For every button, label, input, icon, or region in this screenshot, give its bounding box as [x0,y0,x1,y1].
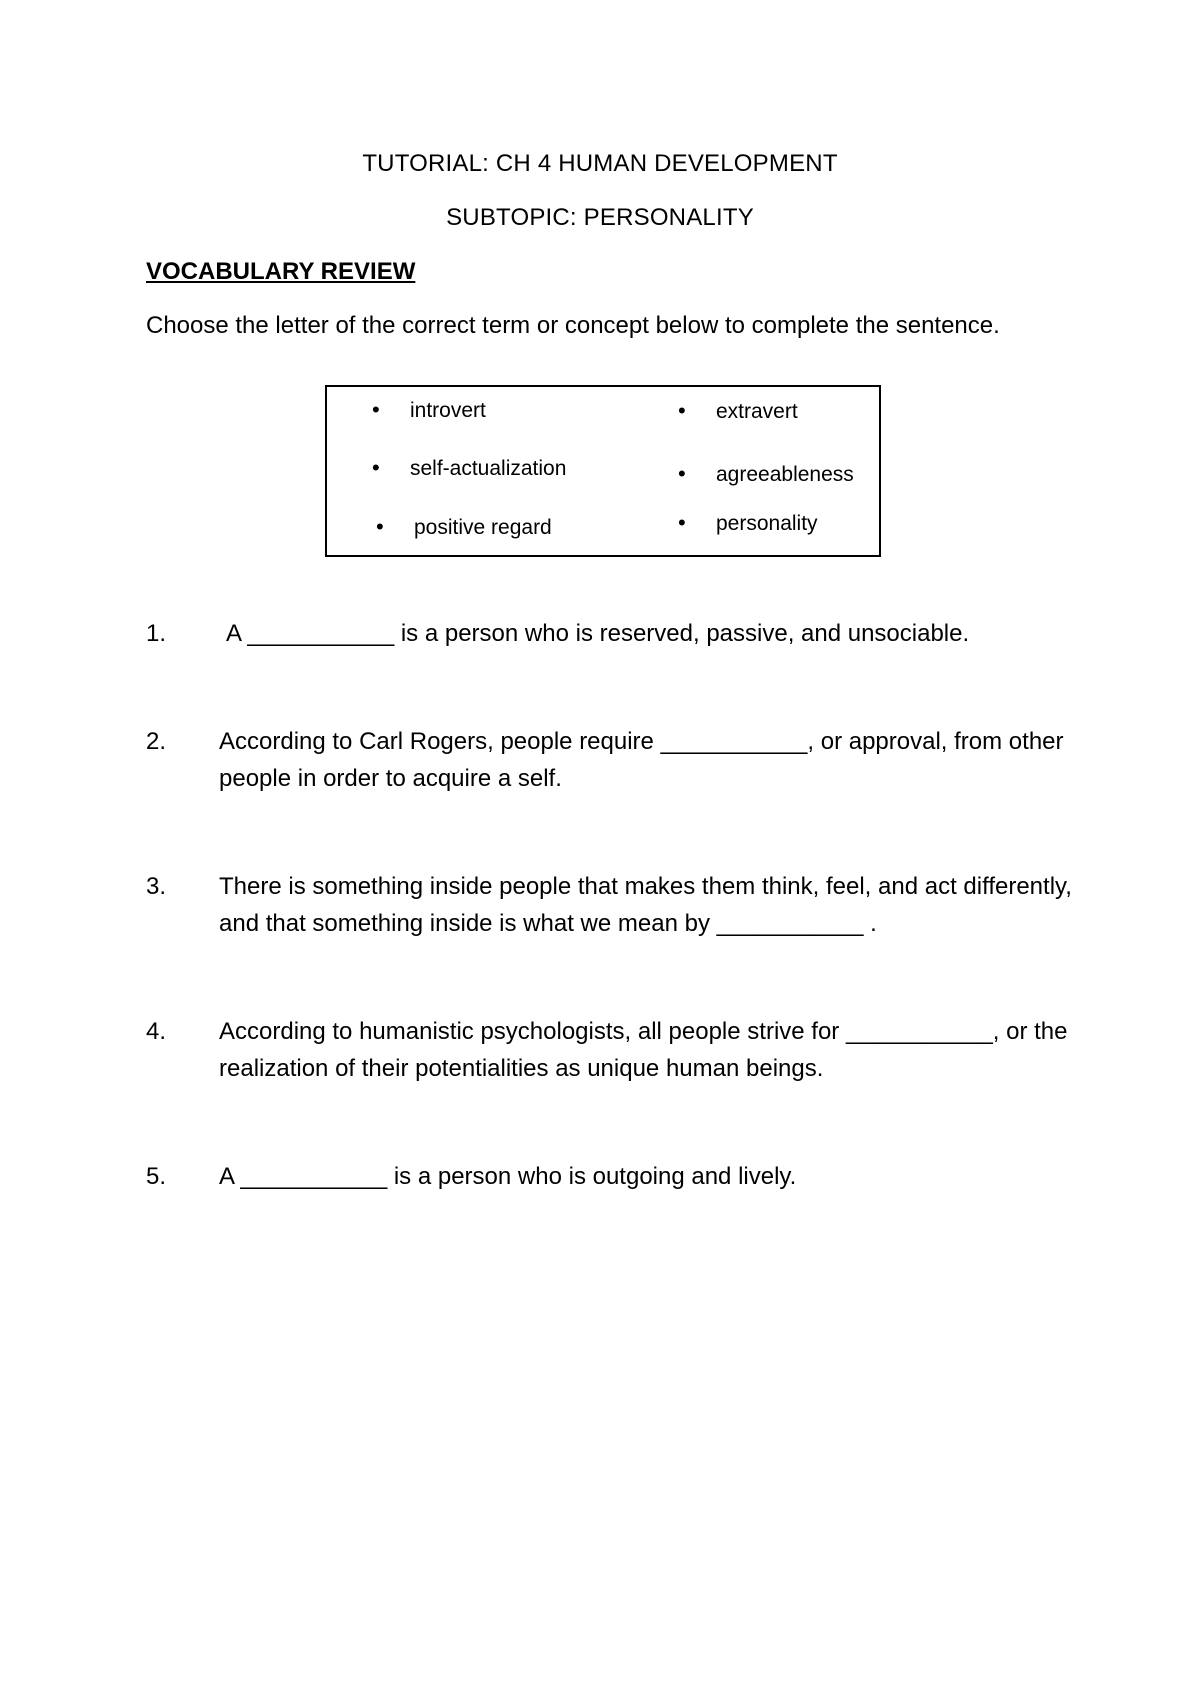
term-label: positive regard [414,516,552,539]
bullet-icon: • [372,455,380,480]
question-number: 3. [146,873,167,900]
question-text: A ___________ is a person who is reserved, passive, and unsociable. [226,620,970,647]
bullet-icon: • [678,510,686,535]
bullet-icon: • [372,397,380,422]
term-item [678,461,854,487]
term-item [372,397,486,423]
term-item [678,510,818,536]
question-text: A ___________ is a person who is outgoing and lively. [219,1163,797,1190]
term-label: personality [716,512,818,535]
term-item [376,514,552,540]
section-heading: VOCABULARY REVIEW [146,258,416,285]
bullet-icon: • [678,398,686,423]
question-number: 2. [146,728,167,755]
term-box [325,385,881,557]
term-label: extravert [716,400,798,423]
page-title: TUTORIAL: CH 4 HUMAN DEVELOPMENT [362,150,838,177]
term-label: agreeableness [716,463,854,486]
term-label: self-actualization [410,457,567,480]
bullet-icon: • [678,461,686,486]
question-text: According to humanistic psychologists, all people strive for ___________, or the realization of their potentialities as unique human beings. [219,1018,1068,1082]
question-text: There is something inside people that makes them think, feel, and act differently, and that something inside is what we mean by ___________ . [219,873,1072,937]
term-item [372,455,566,481]
term-label: introvert [410,399,486,422]
instructions-text: Choose the letter of the correct term or concept below to complete the sentence. [146,312,1000,339]
question-number: 5. [146,1163,167,1190]
term-item [678,398,798,424]
question-number: 4. [146,1018,167,1045]
question-text: According to Carl Rogers, people require ___________, or approval, from other people in order to acquire a self. [219,728,1064,792]
bullet-icon: • [376,514,384,539]
page-subtitle: SUBTOPIC: PERSONALITY [446,204,754,231]
question-number: 1. [146,620,167,647]
